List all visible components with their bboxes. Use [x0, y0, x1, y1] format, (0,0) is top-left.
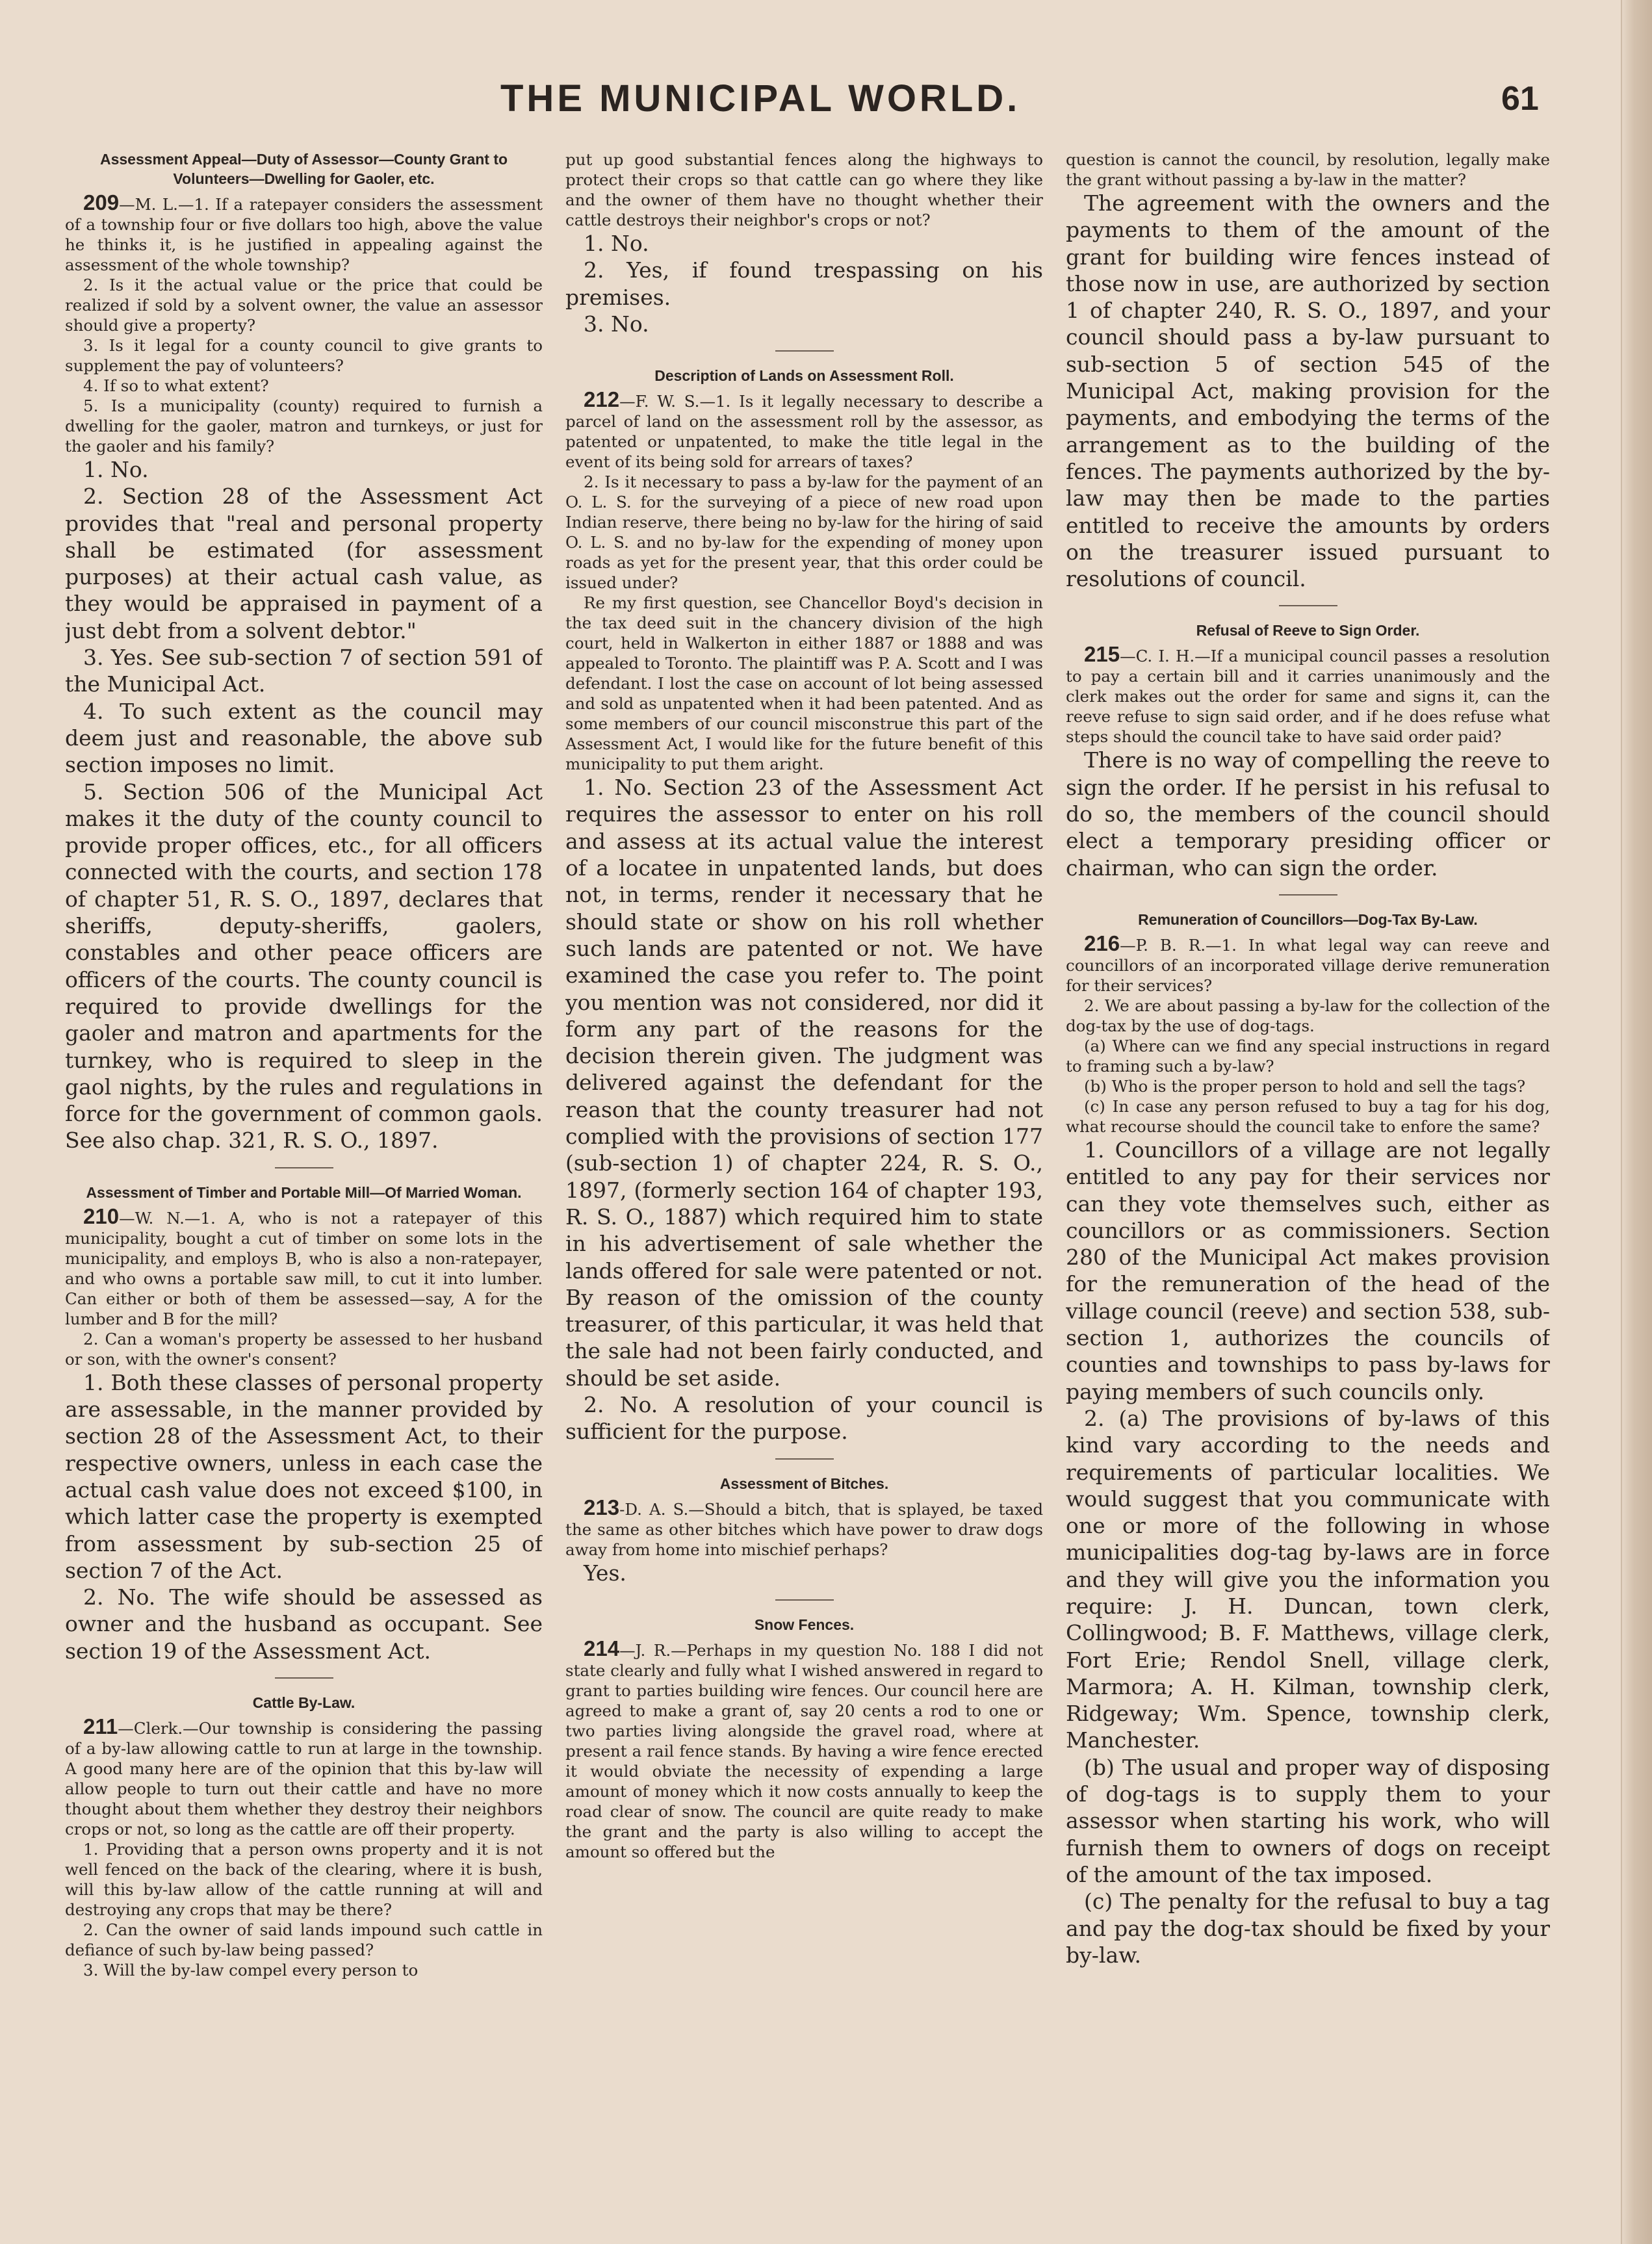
section-heading: Assessment Appeal—Duty of Assessor—County Grant to Volunteers—Dwelling for Gaoler, etc. — [99, 151, 508, 187]
question-text: 1. Providing that a person owns property and it is not well fenced on the back of the clearing, where it is bush, will this by-law allow of the cattle running at will and destroying any crops that may be there? — [65, 1839, 543, 1919]
section-209 — [65, 149, 543, 1154]
question-text: 214—J. R.—Perhaps in my question No. 188 I did not state clearly and fully what I wished answered in regard to grant to parties building wire fences. Our council here are agreed to make a grant of, say 20 cents a rod to one or two parties living alongside the gravel road, where at present a rail fence stands. By having a wire fence erected it would obviate the necessity of expending a large amount of money which it now costs annually to keep the road clear of snow. The council are quite ready to make the grant and the party is also willing to accept the amount so offered but the — [565, 1636, 1043, 1861]
section-heading: Assessment of Bitches. — [719, 1475, 889, 1492]
question-text: 3. Is it legal for a county council to give grants to supplement the pay of volunteers? — [65, 336, 543, 375]
question-text: 210—W. N.—1. A, who is not a ratepayer of this municipality, bought a cut of timber on some lots in the municipality, and employs B, who is also a non-ratepayer, and who owns a portable saw mill, to cut it into lumber. Can either or both of them be assessed—say, A for the lumber and B for the mill? — [65, 1204, 543, 1328]
page-number: 61 — [1501, 80, 1539, 118]
section-divider — [275, 1677, 333, 1679]
answer-text: There is no way of compelling the reeve to sign the order. If he persist in his refusal to do so, the members of the council should elect a temporary presiding officer or chairman, who can sign the order. — [1066, 747, 1550, 881]
answer-text: (c) The penalty for the refusal to buy a tag and pay the dog-tax should be fixed by your by-law. — [1066, 1889, 1550, 1968]
section-214 — [565, 1615, 1043, 1862]
question-text: 4. If so to what extent? — [83, 376, 269, 395]
section-215 — [1066, 621, 1550, 881]
answer-text: 5. Section 506 of the Municipal Act makes it the duty of the county council to provide proper offices, etc., for all officers connected with the courts, and section 178 of chapter 51, R. S. O., 1897, declares that sheriffs, deputy-sheriffs, gaolers, constables and other peace officers are officers of the courts. The county council is required to provide dwellings for the gaoler and matron and apartments for the turnkey, who is required to sleep in the gaol nights, by the rules and regulations in force for the government of common gaols. See also chap. 321, R. S. O., 1897. — [65, 779, 543, 1154]
question-number: 214 — [584, 1636, 620, 1660]
question-text: 3. Will the by-law compel every person to — [83, 1960, 419, 1980]
section-divider — [775, 1458, 834, 1460]
answer-text: 2. No. The wife should be assessed as owner and the husband as occupant. See section 19 of the Assessment Act. — [65, 1584, 543, 1664]
question-text: 209—M. L.—1. If a ratepayer considers the assessment of a township four or five dollars too high, above the value he thinks it, is he justified in appealing against the assessment of the whole township? — [65, 190, 543, 274]
question-text: 5. Is a municipality (county) required to furnish a dwelling for the gaoler, matron and turnkeys, or just for the gaoler and his family? — [65, 396, 543, 456]
section-216 — [1066, 910, 1550, 1968]
answer-text: 2. No. A resolution of your council is sufficient for the purpose. — [565, 1392, 1043, 1445]
answer-text: 1. Councillors of a village are not legally entitled to any pay for their services nor can they vote themselves such, either as councillors or as commissioners. Section 280 of the Municipal Act makes provision for the remuneration of the head of the village council (reeve) and section 538, sub-section 1, authorizes the councils of counties and townships to pass by-laws for paying members of such councils only. — [1066, 1137, 1550, 1404]
masthead-title: THE MUNICIPAL WORLD. — [500, 77, 1021, 120]
question-text: 211—Clerk.—Our township is considering the passing of a by-law allowing cattle to run at large in the township. A good many here are of the opinion that this by-law will allow people to turn out their cattle and have no more thought about them whether they destroy their neighbors crops or not, so long as the cattle are off their property. — [65, 1714, 543, 1838]
question-text: Re my first question, see Chancellor Boyd's decision in the tax deed suit in the chancery division of the high court, held in Walkerton in either 1887 or 1888 and was appealed to Toronto. The plaintiff was P. A. Scott and I was defendant. I lost the case on account of lot being assessed and sold as unpatented when it had been patented. And as some members of our council misconstrue this part of the Assessment Act, I would like for the future benefit of this municipality to put them aright. — [565, 593, 1043, 774]
answer-text: 1. Both these classes of personal property are assessable, in the manner provided by section 28 of the Assessment Act, to their respective owners, unless in each case the actual cash value does not exceed $100, in which latter case the property is exempted from assessment by sub-section 25 of section 7 of the Act. — [65, 1369, 543, 1583]
answer-text: 1. No. Section 23 of the Assessment Act requires the assessor to enter on his roll and assess at its actual value the interest of a locatee in unpatented lands, but does not, in terms, render it necessary that he should state or show on his roll whether such lands are patented or not. We have examined the case you refer to. The point you mention was not considered, nor did it form any part of the reasons for the decision therein given. The judgment was delivered against the defendant for the reason that the county treasurer had not complied with the provisions of section 177 (sub-section 1) of chapter 224, R. S. O., 1897, (formerly section 164 of chapter 193, R. S. O., 1887) which required him to state in his advertisement of sale whether the lands offered for sale were patented or not. By reason of the omission of the county treasurer, of this particular, it was held that the sale had not been fairly conducted, and should be set aside. — [565, 775, 1043, 1391]
question-text: 213-D. A. S.—Should a bitch, that is splayed, be taxed the same as other bitches which have power to draw dogs away from home into mischief perhaps? — [565, 1495, 1043, 1559]
section-210 — [65, 1183, 543, 1664]
section-divider — [775, 1599, 834, 1601]
section-heading: Refusal of Reeve to Sign Order. — [1196, 622, 1420, 639]
answer-text: 1. No. — [584, 231, 649, 256]
section-213 — [565, 1474, 1043, 1586]
question-number: 215 — [1084, 642, 1120, 667]
page-spine-edge — [1621, 0, 1652, 2244]
question-text: 2. Can the owner of said lands impound such cattle in defiance of such by-law being passed? — [65, 1920, 543, 1959]
question-text: 216—P. B. R.—1. In what legal way can reeve and councillors of an incorporated village derive remuneration for their services? — [1066, 931, 1550, 995]
answer-text: Yes. — [584, 1560, 626, 1586]
question-number: 209 — [83, 190, 120, 214]
question-text: (c) In case any person refused to buy a tag for his dog, what recourse should the council take to enfore the same? — [1066, 1096, 1550, 1136]
answer-text: 1. No. — [83, 457, 149, 482]
section-divider — [775, 350, 834, 352]
question-text: 212—F. W. S.—1. Is it legally necessary to describe a parcel of land on the assessment roll by the assessor, as patented or unpatented, to make the title legal in the event of its being sold for arrears of taxes? — [565, 387, 1043, 472]
section-heading: Description of Lands on Assessment Roll. — [654, 367, 954, 385]
answer-text: 2. Yes, if found trespassing on his premises. — [565, 257, 1043, 310]
answer-text: The agreement with the owners and the payments to them of the amount of the grant for building wire fences instead of those now in use, are authorized by section 1 of chapter 240, R. S. O., 1897, and your council should pass a by-law pursuant to sub-section 5 of section 545 of the Municipal Act, making provision for the payments, and embodying the terms of the arrangement as to the building of the fences. The payments authorized by the by-law may then be made to the parties entitled to receive the amounts by orders on the treasurer issued pursuant to resolutions of council. — [1066, 190, 1550, 592]
column-3 — [1066, 149, 1550, 2190]
question-text: question is cannot the council, by resolution, legally make the grant without passing a by-law in the matter? — [1066, 150, 1550, 189]
answer-text: 2. Section 28 of the Assessment Act provides that "real and personal property shall be estimated (for assessment purposes) at their actual cash value, as they would be appraised in payment of a just debt from a solvent debtor." — [65, 484, 543, 643]
question-number: 216 — [1084, 931, 1120, 955]
answer-text: (b) The usual and proper way of disposing of dog-tags is to supply them to your assessor when starting his work, who will furnish them to owners of dogs on receipt of the amount of the tax imposed. — [1066, 1754, 1550, 1887]
answer-text: 3. No. — [584, 311, 649, 337]
question-text: 215—C. I. H.—If a municipal council passes a resolution to pay a certain bill and it carries unanimously and the clerk makes out the order for same and signs it, can the reeve refuse to sign said order, and if he does refuse what steps should the council take to have said order paid? — [1066, 642, 1550, 747]
section-heading: Assessment of Timber and Portable Mill—Of Married Woman. — [86, 1183, 522, 1201]
question-text: (a) Where can we find any special instructions in regard to framing such a by-law? — [1066, 1036, 1550, 1076]
section-divider — [275, 1167, 333, 1168]
section-214-continued — [1066, 149, 1550, 592]
section-heading: Cattle By-Law. — [252, 1694, 355, 1711]
question-text: (b) Who is the proper person to hold and sell the tags? — [1084, 1076, 1526, 1096]
column-1 — [65, 149, 543, 2190]
section-heading: Remuneration of Councillors—Dog-Tax By-Law. — [1138, 910, 1478, 928]
section-212 — [565, 366, 1043, 1445]
question-number: 211 — [83, 1714, 118, 1738]
answer-text: 2. (a) The provisions of by-laws of this kind vary according to the needs and requirements of particular localities. We would suggest that you communicate with one or more of the following in whose municipalities dog-tag by-laws are in force and they will give you the information you require: J. H. Duncan, town clerk, Collingwood; B. F. Matthews, village clerk, Fort Erie; Rendol Snell, village clerk, Marmora; A. H. Kilman, township clerk, Ridgeway; Wm. Spence, township clerk, Manchester. — [1066, 1405, 1550, 1753]
answer-text: 3. Yes. See sub-section 7 of section 591 of the Municipal Act. — [65, 645, 543, 697]
column-2 — [565, 149, 1043, 2190]
answer-text: 4. To such extent as the council may deem just and reasonable, the above sub section imposes no limit. — [65, 698, 543, 778]
question-number: 212 — [584, 387, 620, 412]
section-211-continued — [565, 149, 1043, 337]
question-number: 210 — [83, 1204, 120, 1228]
question-text: 2. Is it necessary to pass a by-law for the payment of an O. L. S. for the surveying of a piece of new road upon Indian reserve, there being no by-law for the hiring of said O. L. S. and no by-law for the expending of money upon roads as yet for the present year, that this order could be issued under? — [565, 472, 1043, 593]
section-divider — [1279, 605, 1337, 606]
section-divider — [1279, 894, 1337, 896]
section-211 — [65, 1693, 543, 1980]
page-header — [0, 77, 1560, 135]
section-heading: Snow Fences. — [754, 1616, 855, 1633]
question-text: 2. We are about passing a by-law for the collection of the dog-tax by the use of dog-tags. — [1066, 996, 1550, 1035]
question-text: 2. Is it the actual value or the price that could be realized if sold by a solvent owner, the value an assessor should give a property? — [65, 276, 543, 335]
question-text: put up good substantial fences along the highways to protect their crops so that cattle can go where they like and the owner of them have no thought whether their cattle destroys their neighbor's crops or not? — [565, 150, 1043, 229]
question-number: 213 — [584, 1495, 620, 1519]
question-text: 2. Can a woman's property be assessed to her husband or son, with the owner's consent? — [65, 1329, 543, 1369]
